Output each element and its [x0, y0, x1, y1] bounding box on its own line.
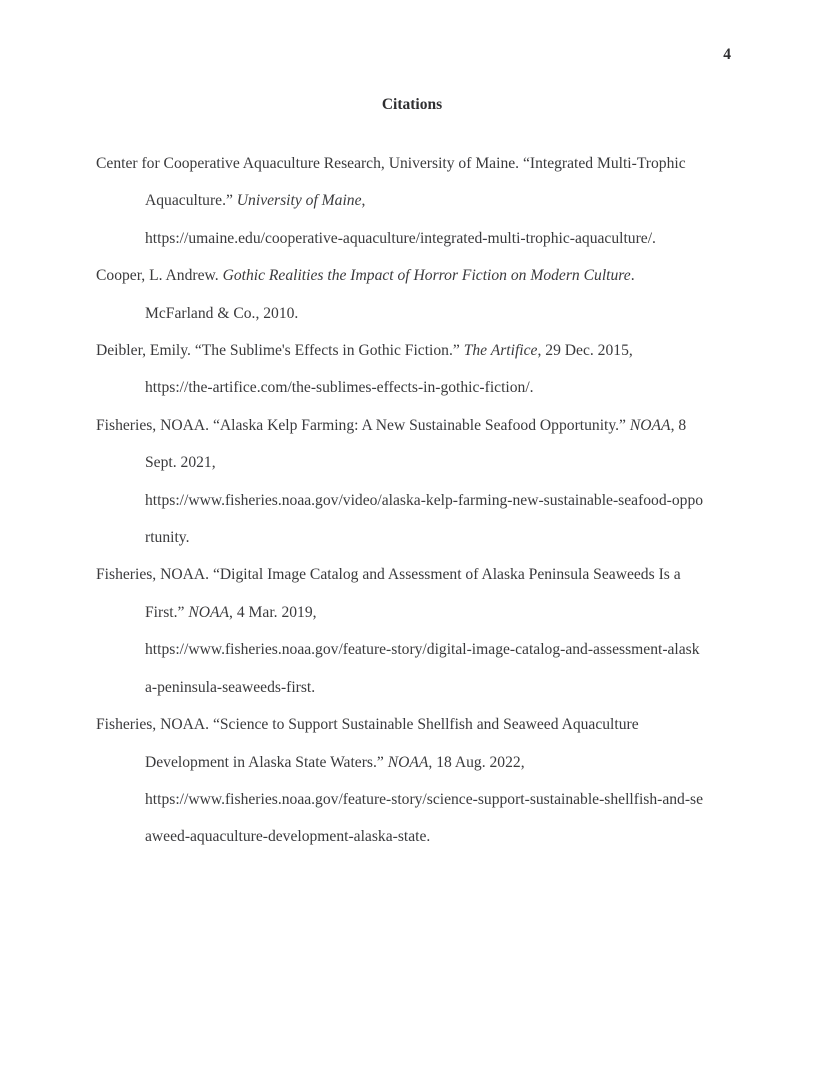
citation-entry: [96, 556, 730, 706]
citation-text: Cooper, L. Andrew.: [96, 267, 223, 285]
citation-italic-title: NOAA: [387, 753, 429, 771]
citation-italic-title: University of Maine: [236, 192, 362, 210]
citation-entry: [96, 706, 730, 856]
citation-continuation-line: [96, 369, 730, 406]
citation-text: McFarland & Co., 2010.: [145, 304, 299, 322]
citation-text: https://the-artifice.com/the-sublimes-effects-in-gothic-fiction/.: [145, 379, 534, 397]
citation-continuation-line: [96, 482, 730, 519]
citation-text: https://www.fisheries.noaa.gov/feature-story/digital-image-catalog-and-assessment-alask: [145, 641, 700, 659]
citation-continuation-line: [96, 519, 730, 556]
citation-continuation-line: [96, 818, 730, 855]
citation-continuation-line: [96, 444, 730, 481]
citation-first-line: [96, 706, 730, 743]
citation-text: https://umaine.edu/cooperative-aquaculture/integrated-multi-trophic-aquaculture/.: [145, 229, 656, 247]
citation-text: , 29 Dec. 2015,: [537, 342, 633, 360]
citation-first-line: [96, 145, 730, 182]
citation-entry: [96, 257, 730, 332]
citation-text: Fisheries, NOAA. “Digital Image Catalog and Assessment of Alaska Peninsula Seaweeds Is a: [96, 566, 681, 584]
citation-continuation-line: [96, 594, 730, 631]
page-number: 4: [723, 46, 731, 63]
citation-text: https://www.fisheries.noaa.gov/video/alaska-kelp-farming-new-sustainable-seafood-oppo: [145, 491, 704, 509]
citation-text: .: [630, 267, 635, 285]
citation-entry: [96, 145, 730, 257]
citation-text: First.”: [145, 603, 189, 621]
citation-text: Sept. 2021,: [145, 454, 216, 472]
citation-text: ,: [361, 192, 366, 210]
citation-text: a-peninsula-seaweeds-first.: [145, 678, 316, 696]
citation-italic-title: NOAA: [629, 416, 671, 434]
citation-continuation-line: [96, 744, 730, 781]
citation-continuation-line: [96, 669, 730, 706]
citation-first-line: [96, 407, 730, 444]
citation-text: Center for Cooperative Aquaculture Research, University of Maine. “Integrated Multi-Trophic: [96, 155, 686, 172]
citation-continuation-line: [96, 220, 730, 257]
citation-italic-title: Gothic Realities the Impact of Horror Fiction on Modern Culture: [222, 267, 631, 285]
citation-continuation-line: [96, 631, 730, 668]
citation-first-line: [96, 257, 730, 294]
citation-text: , 18 Aug. 2022,: [428, 753, 525, 771]
citation-entry: [96, 407, 730, 557]
citation-entry: [96, 332, 730, 407]
citation-continuation-line: [96, 295, 730, 332]
citation-text: Fisheries, NOAA. “Science to Support Sustainable Shellfish and Seaweed Aquaculture: [96, 716, 639, 734]
citation-text: Development in Alaska State Waters.”: [145, 753, 388, 771]
citation-text: rtunity.: [145, 529, 190, 547]
citation-text: , 8: [670, 416, 687, 434]
page-title: Citations: [381, 96, 443, 113]
citation-first-line: [96, 556, 730, 593]
citation-text: Aquaculture.”: [145, 192, 237, 210]
citation-text: https://www.fisheries.noaa.gov/feature-story/science-support-sustainable-shellfish-and-se: [145, 790, 704, 808]
citation-italic-title: NOAA: [188, 603, 230, 621]
citation-continuation-line: [96, 781, 730, 818]
citation-italic-title: The Artifice: [463, 342, 538, 360]
citation-text: Deibler, Emily. “The Sublime's Effects in Gothic Fiction.”: [96, 342, 464, 360]
citation-text: aweed-aquaculture-development-alaska-state.: [145, 828, 431, 846]
citation-first-line: [96, 332, 730, 369]
citation-text: , 4 Mar. 2019,: [229, 603, 317, 621]
citation-list: [96, 145, 730, 856]
citation-text: Fisheries, NOAA. “Alaska Kelp Farming: A New Sustainable Seafood Opportunity.”: [96, 416, 630, 434]
citation-continuation-line: [96, 182, 730, 219]
